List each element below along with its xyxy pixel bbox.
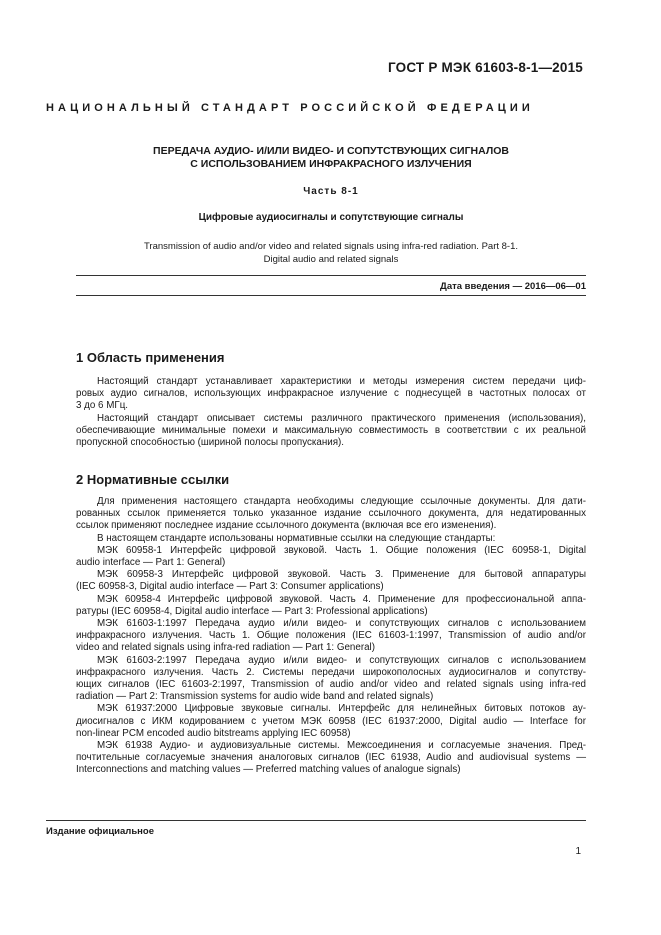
text-line: МЭК 61937:2000 Цифровые звуковые сигналы. Интерфейс для нелинейных битовых потоков ау- — [97, 703, 586, 715]
section-1-body — [76, 376, 586, 449]
text-line: МЭК 61603-1:1997 Передача аудио и/или видео- и сопутствующих сигналов с использованием — [97, 618, 586, 630]
text-line: пропускной способностью (шириной полосы пропускания). — [76, 437, 345, 449]
text-line: Для применения настоящего стандарта необходимы следующие ссылочные документы. Для дати- — [97, 496, 586, 507]
text-line: non-linear PCM encoded audio bitstreams applying IEC 60958) — [76, 727, 351, 739]
text-line: МЭК 61603-2:1997 Передача аудио и/или видео- и сопутствующих сигналов с использованием — [97, 654, 586, 666]
text-line: МЭК 61938 Аудио- и аудиовизуальные системы. Межсоединения и согласуемые значения. Пред- — [97, 740, 586, 752]
introduction-date: Дата введения — 2016—06—01 — [440, 281, 586, 292]
text-line: почтительные согласуемые значения аналоговых сигналов (IEC 61938, Audio and audiovisual systems — — [76, 752, 586, 764]
top-divider — [76, 275, 586, 276]
text-line: Настоящий стандарт описывает системы различного практического применения (использования), — [97, 412, 586, 424]
title-line-1: ПЕРЕДАЧА АУДИО- И/ИЛИ ВИДЕО- И СОПУТСТВУЮЩИХ СИГНАЛОВ — [153, 145, 509, 157]
text-line: рованных ссылок применяется только указанное издание ссылочного документа, для недатированных — [76, 508, 586, 520]
official-edition-label: Издание официальное — [46, 826, 154, 837]
document-code: ГОСТ Р МЭК 61603-8-1—2015 — [387, 60, 583, 75]
text-line: МЭК 60958-3 Интерфейс цифровой звуковой. Часть 3. Применение для бытовой аппаратуры — [97, 569, 586, 581]
section-1-heading: 1 Область применения — [76, 350, 225, 365]
section-2-heading: 2 Нормативные ссылки — [76, 472, 230, 487]
part-label: Часть 8-1 — [303, 186, 359, 197]
section-2-body — [76, 496, 586, 777]
text-line: ссылок применяют последнее издание ссылочного документа (включая все его изменения). — [76, 520, 497, 532]
english-title — [76, 240, 586, 266]
text-line: обеспечивающие минимальные помехи и максимальную совместимость в соответствии с их реальной — [76, 424, 586, 436]
text-line: ратуры (IEC 60958-4, Digital audio interface — Part 3: Professional applications) — [76, 605, 428, 617]
document-subtitle: Цифровые аудиосигналы и сопутствующие сигналы — [198, 212, 464, 223]
text-line: audio interface — Part 1: General) — [76, 557, 226, 569]
text-line: radiation — Part 2: Transmission systems for audio wide band and related signals) — [76, 691, 434, 703]
text-line: (IEC 60958-3, Digital audio interface — Part 3: Consumer applications) — [76, 581, 384, 593]
document-title — [76, 145, 586, 171]
text-line: ющих сигналов (IEC 61603-2:1997, Transmission of audio and/or video and related signals using infra-red — [76, 679, 586, 691]
footer-divider — [46, 820, 586, 821]
text-line: video and related signals using infra-red radiation — Part 1: General) — [76, 642, 375, 654]
text-line: МЭК 60958-4 Интерфейс цифровой звуковой. Часть 4. Применение для профессиональной аппа- — [97, 593, 586, 605]
national-standard-banner: НАЦИОНАЛЬНЫЙ СТАНДАРТ РОССИЙСКОЙ ФЕДЕРАЦИИ — [46, 102, 534, 114]
english-title-line-1: Transmission of audio and/or video and related signals using infra-red radiation. Part 8-1. — [143, 241, 519, 252]
text-line: ровых аудио сигналов, использующих инфракрасное излучение с поднесущей в частотных полосах от — [76, 388, 586, 400]
text-line: инфракрасного излучения. Часть 2. Системы передачи широкополосных аудиосигналов и сопутству- — [76, 666, 586, 678]
text-line: инфракрасного излучения. Часть 1. Общие положения (IEC 61603-1:1997, Transmission of audio and/or — [76, 630, 586, 642]
date-divider — [76, 295, 586, 296]
text-line: МЭК 60958-1 Интерфейс цифровой звуковой. Часть 1. Общие положения (IEC 60958-1, Digital — [97, 544, 586, 556]
text-line: Настоящий стандарт устанавливает характеристики и методы измерения систем передачи циф- — [97, 376, 586, 387]
text-line: диосигналов с ИКМ кодированием с учетом МЭК 60958 (IEC 61937:2000, Digital audio — Interface for — [76, 715, 586, 727]
text-line: В настоящем стандарте использованы нормативные ссылки на следующие стандарты: — [97, 532, 496, 544]
text-line: 3 до 6 МГц. — [76, 400, 129, 412]
text-line: Interconnections and matching values — Preferred matching values of analogue signals) — [76, 764, 461, 776]
english-title-line-2: Digital audio and related signals — [263, 254, 399, 265]
title-line-2: С ИСПОЛЬЗОВАНИЕМ ИНФРАКРАСНОГО ИЗЛУЧЕНИЯ — [190, 158, 472, 170]
page-number: 1 — [575, 846, 581, 857]
